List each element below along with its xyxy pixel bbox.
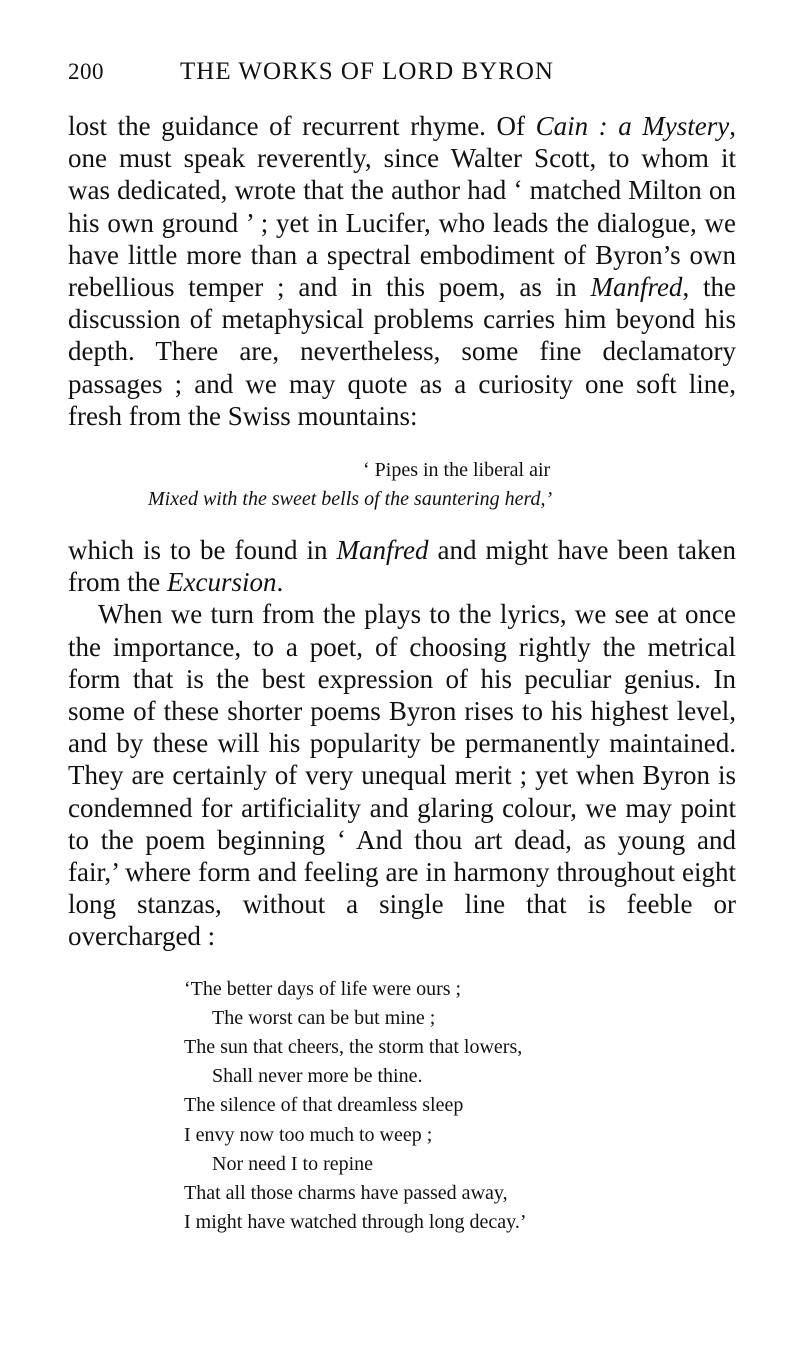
page-header — [68, 58, 736, 98]
book-page — [68, 58, 736, 1238]
quote-line: ‘ Pipes in the liberal air — [363, 459, 551, 482]
page-number: 200 — [68, 59, 104, 84]
poem-line: ‘The better days of life were ours ; — [184, 977, 462, 1000]
paragraph-lyrics: When we turn from the plays to the lyrics, we see at once the importance, to a poet, of choosing rightly the metrical form that is the best expression of his peculiar genius. In some of these shorter poems Byron rises to his highest level, and by these will his popularity be permanently maintained. They are certainly of very unequal merit ; yet when Byron is condemned for artificiality and glaring colour, we may point to the poem beginning ‘ And thou art dead, as young and fair,’ where form and feeling are in harmony throughout eight long stanzas, without a single line that is feeble or overcharged : — [68, 599, 736, 952]
poem-line: The worst can be but mine ; — [212, 1006, 436, 1029]
title-manfred: Manfred — [590, 272, 683, 303]
para1-text-1: lost the guidance of recurrent rhyme. Of — [68, 111, 536, 141]
poem-line: I envy now too much to weep ; — [184, 1123, 433, 1146]
title-manfred-2: Manfred — [336, 535, 429, 566]
poem-line: The silence of that dreamless sleep — [184, 1094, 464, 1117]
poem-line: That all those charms have passed away, — [184, 1182, 508, 1205]
paragraph-excursion — [68, 534, 736, 953]
quotation-poem — [184, 975, 736, 1238]
paragraph-cain — [68, 110, 736, 432]
poem-line: I might have watched through long decay.’ — [184, 1211, 527, 1234]
poem-line: Nor need I to repine — [212, 1152, 374, 1175]
quotation-manfred — [68, 456, 736, 514]
para1-text-2: , one must speak reverently, since Walter Scott, to whom it was dedicated, wrote that the author had ‘ matched Milton on his own ground ’ ; yet in Lucifer, who leads the dialogue, we have little more than a spectral embodiment of Byron’s own rebellious temper ; and in this poem, as in — [68, 111, 736, 303]
poem-line: The sun that cheers, the storm that lowers, — [184, 1036, 523, 1059]
para2-text-1: which is to be found in — [68, 535, 337, 566]
para1-text-3: , the discussion of metaphysical problems carries him beyond his depth. There are, nevertheless, some fine declamatory passages ; and we may quote as a curiosity one soft line, fresh from the Swiss mountains: — [68, 272, 736, 431]
title-cain: Cain : a Mystery — [535, 111, 730, 141]
para2-text-2: and might have been taken from the — [68, 535, 736, 598]
para2-text-3: . — [276, 567, 284, 598]
title-excursion: Excursion — [166, 567, 277, 598]
running-title: THE WORKS OF LORD BYRON — [180, 58, 554, 85]
quote-line: Mixed with the sweet bells of the sauntering herd,’ — [148, 488, 553, 511]
poem-line: Shall never more be thine. — [212, 1065, 423, 1088]
